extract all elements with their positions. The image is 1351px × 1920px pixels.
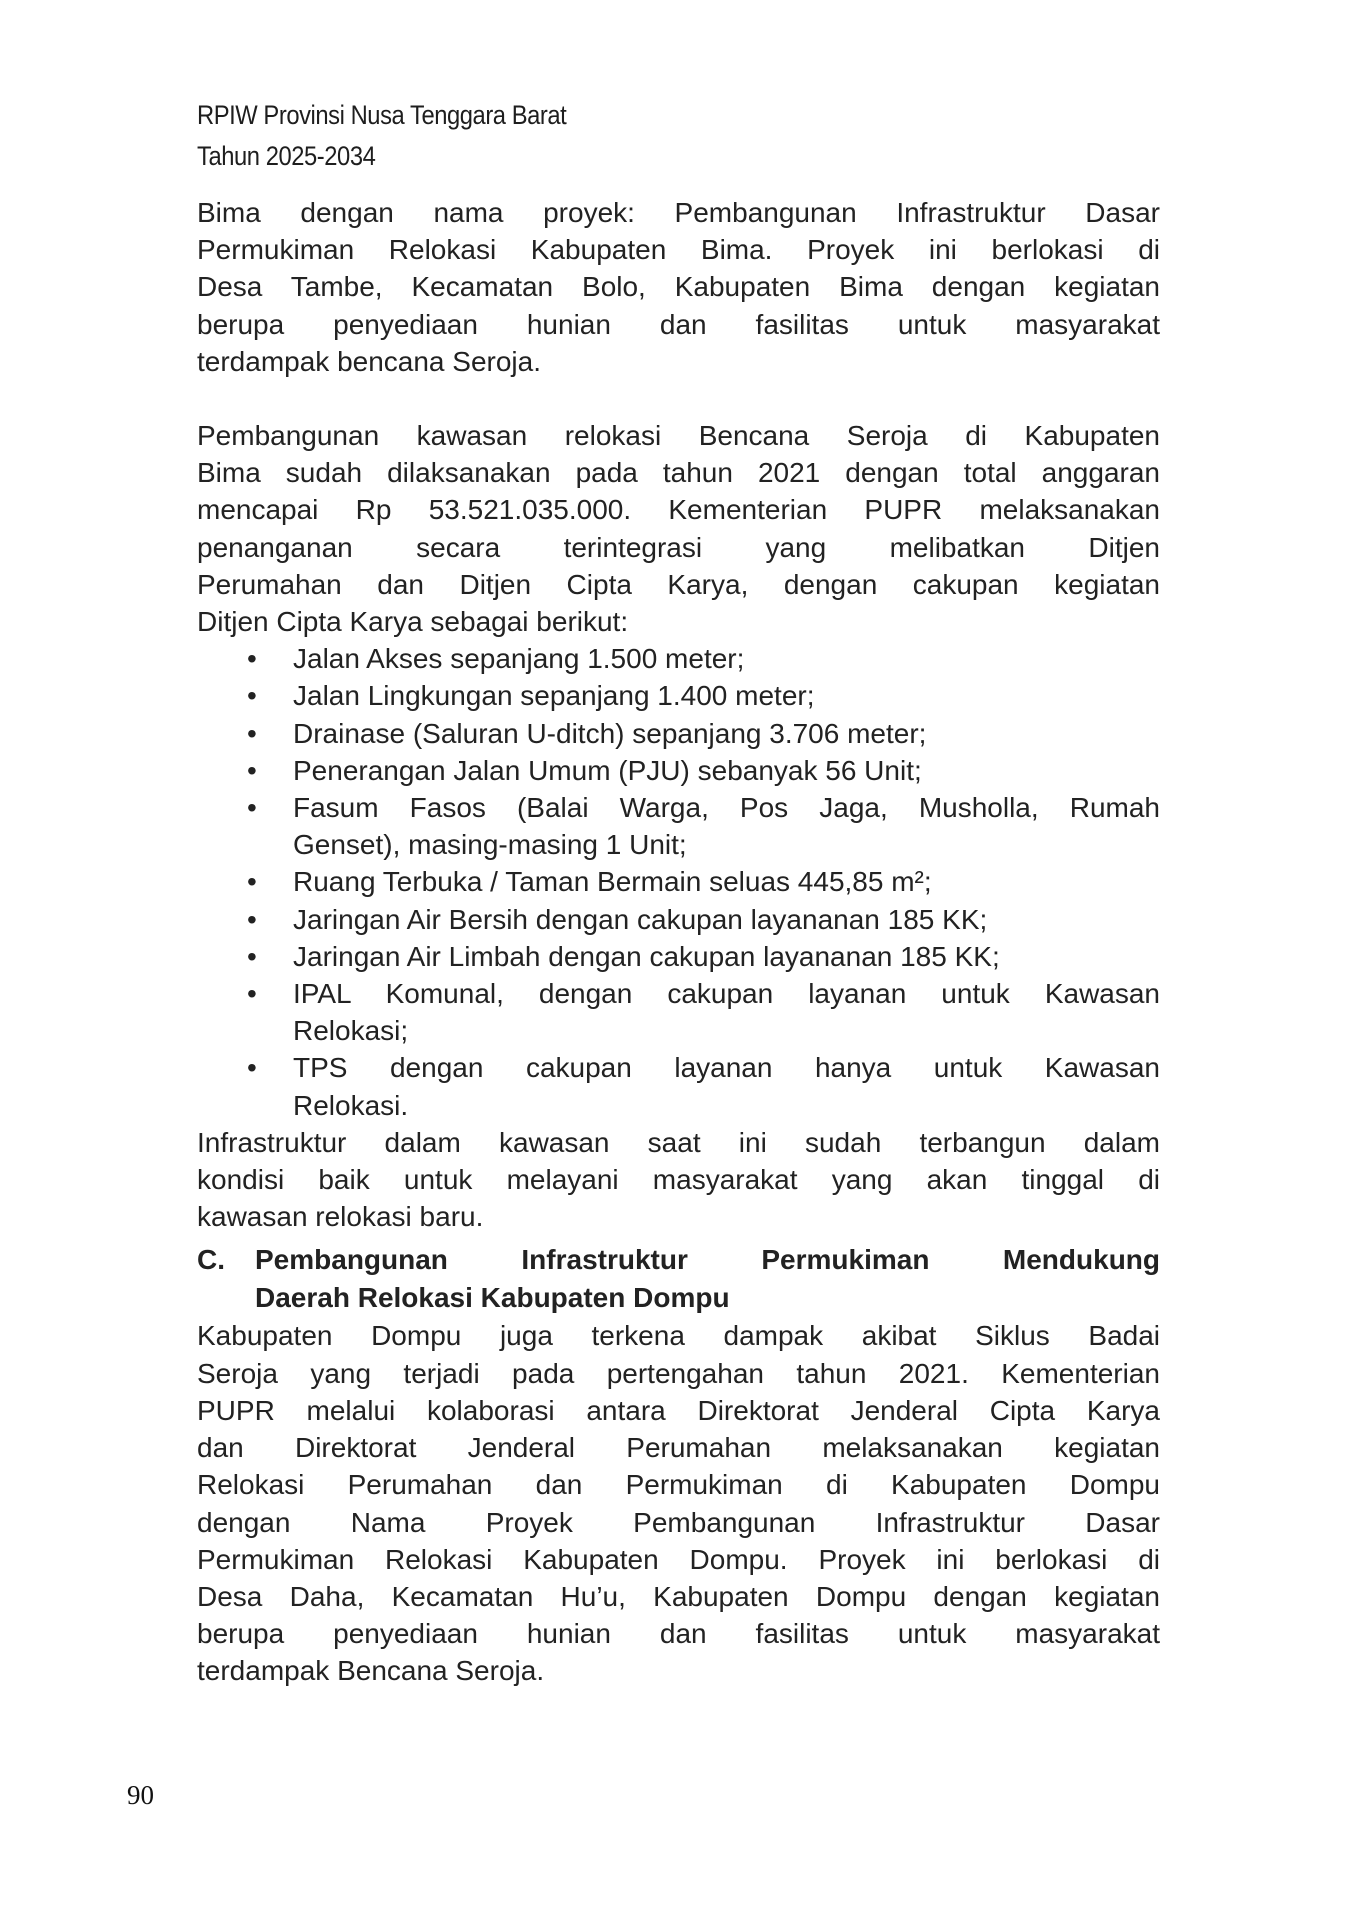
text-line: dengan Nama Proyek Pembangunan Infrastruktur Dasar xyxy=(197,1506,1160,1538)
text-line: Desa Tambe, Kecamatan Bolo, Kabupaten Bima dengan kegiatan xyxy=(197,271,1160,303)
bullet-item xyxy=(197,789,1160,863)
page-number: 90 xyxy=(127,1780,154,1810)
bullet-item xyxy=(197,752,1160,789)
text-line: penanganan secara terintegrasi yang melibatkan Ditjen xyxy=(197,531,1160,563)
text-line: Ditjen Cipta Karya sebagai berikut: xyxy=(197,606,629,638)
text-line: Seroja yang terjadi pada pertengahan tahun 2021. Kementerian xyxy=(197,1357,1160,1389)
text-line: Penerangan Jalan Umum (PJU) sebanyak 56 Unit; xyxy=(293,754,922,786)
bullet-item xyxy=(197,640,1160,677)
text-line: Jalan Akses sepanjang 1.500 meter; xyxy=(293,643,745,675)
paragraph-1 xyxy=(197,194,1160,380)
text-line: terdampak bencana Seroja. xyxy=(197,345,541,377)
bullet-icon: • xyxy=(247,792,257,824)
page-body xyxy=(197,194,1160,1690)
text-line: Ruang Terbuka / Taman Bermain seluas 445,85 m²; xyxy=(293,866,932,898)
bullet-item xyxy=(197,938,1160,975)
text-line: Infrastruktur dalam kawasan saat ini sudah terbangun dalam xyxy=(197,1126,1160,1158)
text-line: IPAL Komunal, dengan cakupan layanan untuk Kawasan xyxy=(293,978,1160,1010)
text-line: Desa Daha, Kecamatan Hu’u, Kabupaten Dompu dengan kegiatan xyxy=(197,1580,1160,1612)
bullet-item xyxy=(197,1049,1160,1123)
bullet-item xyxy=(197,863,1160,900)
bullet-icon: • xyxy=(247,978,257,1010)
bullet-list xyxy=(197,640,1160,1124)
section-title-line: Pembangunan Infrastruktur Permukiman Mendukung xyxy=(255,1244,1160,1276)
text-line: Kabupaten Dompu juga terkena dampak akibat Siklus Badai xyxy=(197,1320,1160,1352)
bullet-item xyxy=(197,677,1160,714)
text-line: Genset), masing-masing 1 Unit; xyxy=(293,829,687,861)
bullet-icon: • xyxy=(247,903,257,935)
text-line: kondisi baik untuk melayani masyarakat yang akan tinggal di xyxy=(197,1164,1160,1196)
paragraph-4 xyxy=(197,1317,1160,1689)
text-line: Pembangunan kawasan relokasi Bencana Seroja di Kabupaten xyxy=(197,420,1160,452)
bullet-icon: • xyxy=(247,754,257,786)
text-line: Bima sudah dilaksanakan pada tahun 2021 dengan total anggaran xyxy=(197,457,1160,489)
text-line: terdampak Bencana Seroja. xyxy=(197,1655,545,1687)
bullet-icon: • xyxy=(247,717,257,749)
text-line: PUPR melalui kolaborasi antara Direktorat Jenderal Cipta Karya xyxy=(197,1394,1160,1426)
text-line: Fasum Fasos (Balai Warga, Pos Jaga, Musholla, Rumah xyxy=(293,792,1160,824)
text-line: Permukiman Relokasi Kabupaten Bima. Proyek ini berlokasi di xyxy=(197,234,1160,266)
paragraph-2 xyxy=(197,417,1160,640)
bullet-icon: • xyxy=(247,643,257,675)
text-line: berupa penyediaan hunian dan fasilitas untuk masyarakat xyxy=(197,308,1160,340)
text-line: kawasan relokasi baru. xyxy=(197,1201,484,1233)
text-line: Relokasi. xyxy=(293,1089,409,1121)
text-line: mencapai Rp 53.521.035.000. Kementerian PUPR melaksanakan xyxy=(197,494,1160,526)
section-title-line: Daerah Relokasi Kabupaten Dompu xyxy=(255,1282,730,1314)
text-line: Bima dengan nama proyek: Pembangunan Infrastruktur Dasar xyxy=(197,197,1160,228)
text-line: Drainase (Saluran U-ditch) sepanjang 3.706 meter; xyxy=(293,717,927,749)
bullet-item xyxy=(197,715,1160,752)
text-line: berupa penyediaan hunian dan fasilitas untuk masyarakat xyxy=(197,1618,1160,1650)
running-header-title: RPIW Provinsi Nusa Tenggara Barat xyxy=(197,100,567,130)
text-line: Relokasi Perumahan dan Permukiman di Kabupaten Dompu xyxy=(197,1469,1160,1501)
text-line: Perumahan dan Ditjen Cipta Karya, dengan cakupan kegiatan xyxy=(197,568,1160,600)
bullet-item xyxy=(197,975,1160,1049)
bullet-icon: • xyxy=(247,680,257,712)
bullet-icon: • xyxy=(247,1052,257,1084)
text-line: Jalan Lingkungan sepanjang 1.400 meter; xyxy=(293,680,815,712)
section-letter: C. xyxy=(197,1244,225,1276)
bullet-icon: • xyxy=(247,866,257,898)
text-line: Jaringan Air Limbah dengan cakupan layananan 185 KK; xyxy=(293,940,1000,972)
paragraph-3 xyxy=(197,1124,1160,1236)
section-heading xyxy=(197,1241,1160,1317)
text-line: TPS dengan cakupan layanan hanya untuk Kawasan xyxy=(293,1052,1160,1084)
bullet-icon: • xyxy=(247,940,257,972)
section-title xyxy=(197,1241,1160,1317)
text-line: Jaringan Air Bersih dengan cakupan layananan 185 KK; xyxy=(293,903,988,935)
text-line: dan Direktorat Jenderal Perumahan melaksanakan kegiatan xyxy=(197,1432,1160,1464)
text-line: Relokasi; xyxy=(293,1015,409,1047)
text-line: Permukiman Relokasi Kabupaten Dompu. Proyek ini berlokasi di xyxy=(197,1543,1160,1575)
running-header-year: Tahun 2025-2034 xyxy=(197,141,376,171)
bullet-item xyxy=(197,901,1160,938)
